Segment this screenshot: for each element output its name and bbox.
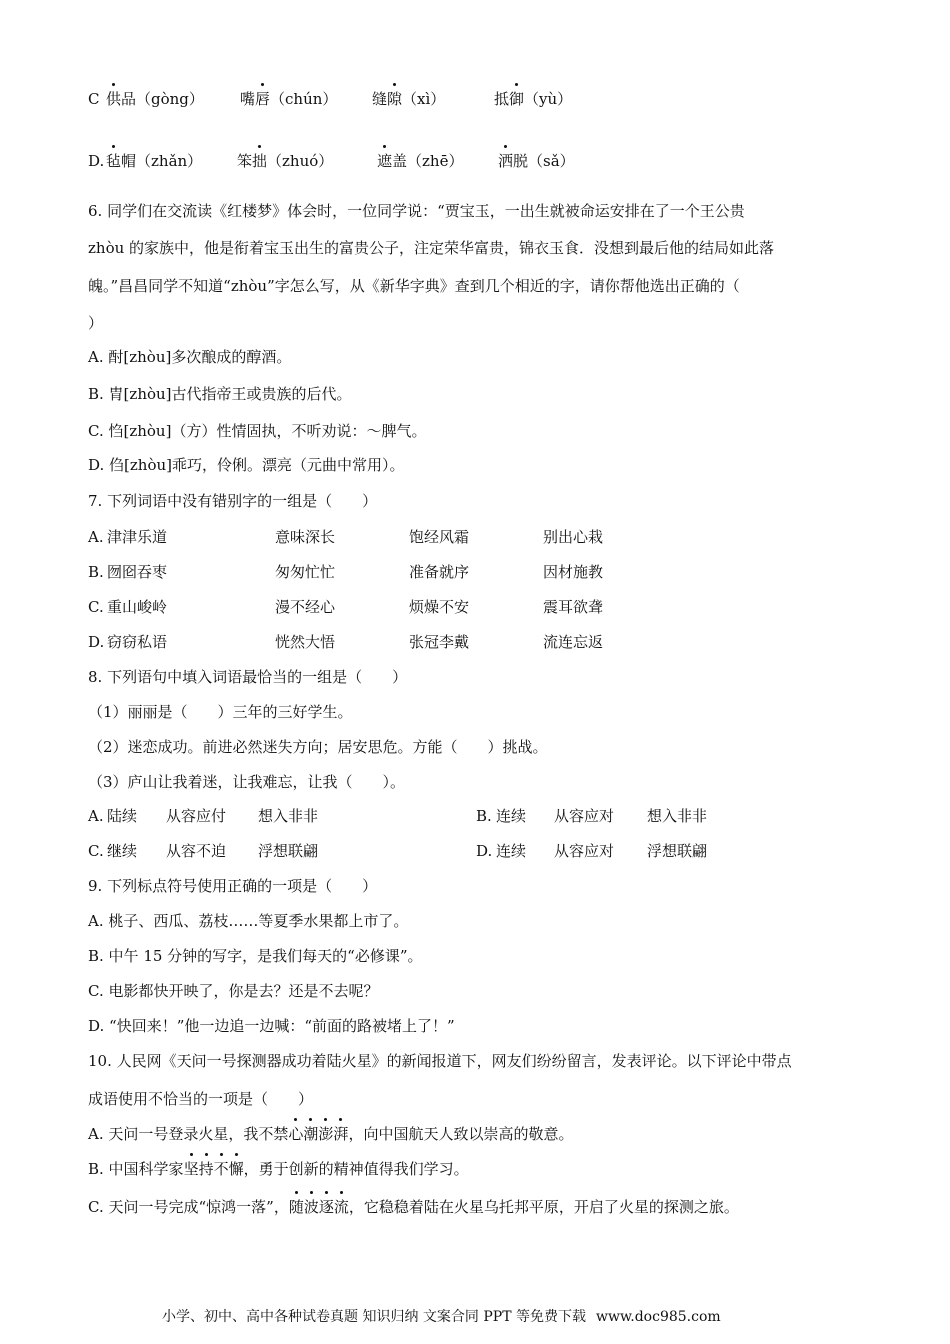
word: 连续 [496,807,527,825]
q9-option-b: B. 中午 15 分钟的写字，是我们每天的“必修课”。 [88,947,423,965]
q6-option-b: B. 胄[zhòu]古代指帝王或贵族的后代。 [88,385,352,403]
q8-sentence-3: （3）庐山让我着迷，让我难忘，让我（ ）。 [88,773,406,791]
q8-sentence-1: （1）丽丽是（ ）三年的三好学生。 [88,703,353,721]
q8-sentence-2: （2）迷恋成功。前进必然迷失方向；居安思危。方能（ ）挑战。 [88,738,548,756]
word: 浮想联翩 [647,842,708,860]
q6-stem-line-1: 6. 同学们在交流读《红楼梦》体会时，一位同学说：“贾宝玉，一出生就被命运安排在了一个王公贵 [88,202,745,220]
q9-option-c: C. 电影都快开映了，你是去？还是不去呢？ [88,982,379,1000]
word: 张冠李戴 [409,633,470,651]
word: 连续 [496,842,527,860]
page-footer [162,1306,721,1326]
q5-d-item-3: 遮盖（zhē） [377,152,464,170]
footer-text: 小学、初中、高中各种试卷真题 知识归纳 文案合同 PPT 等免费下载 [162,1309,586,1325]
word: 饱经风霜 [409,528,470,546]
word: 别出心栽 [543,528,604,546]
word: 囫囵吞枣 [107,563,168,581]
word: 从容应对 [554,807,615,825]
q5-d-item-4: 洒脱（sǎ） [498,152,575,170]
q9-option-d: D. “快回来！”他一边追一边喊：“前面的路被堵上了！” [88,1017,455,1035]
word: 恍然大悟 [275,633,336,651]
word: 津津乐道 [107,528,168,546]
option-letter: C. [88,842,104,860]
option-letter: A. [88,807,104,825]
word: 意味深长 [275,528,336,546]
word: 浮想联翩 [258,842,319,860]
word: 因材施教 [543,563,604,581]
option-letter: D. [88,633,105,651]
q6-option-a: A. 酎[zhòu]多次酿成的醇酒。 [88,348,292,366]
q10-stem-line-1: 10. 人民网《天问一号探测器成功着陆火星》的新闻报道下，网友们纷纷留言，发表评论。以下评论中带点 [88,1052,792,1070]
q5-d-item-1: 毡帽（zhǎn） [106,152,203,170]
q10-option-c: C. 天问一号完成“惊鸿一落”，随波逐流，它稳稳着陆在火星乌托邦平原，开启了火星的探测之旅。 [88,1198,739,1216]
q10-option-b: B. 中国科学家坚持不懈，勇于创新的精神值得我们学习。 [88,1160,469,1178]
q5-option-c [88,89,99,109]
option-letter: B. [88,563,104,581]
word: 从容不迫 [166,842,227,860]
option-letter: D. [88,152,105,170]
q6-stem-line-3: 魄。”昌昌同学不知道“zhòu”字怎么写，从《新华字典》查到几个相近的字，请你帮他选出正确的（ [88,277,740,295]
word: 从容应对 [554,842,615,860]
option-letter: A. [88,528,104,546]
word: 想入非非 [258,807,319,825]
dotted-idiom: 心潮澎湃 [288,1125,349,1143]
q6-stem-line-4: ） [88,314,104,332]
footer-url[interactable]: www.doc985.com [595,1309,721,1325]
option-letter: C. [88,598,104,616]
q9-option-a: A. 桃子、西瓜、荔枝……等夏季水果都上市了。 [88,912,409,930]
q8-question: 8. 下列语句中填入词语最恰当的一组是（ ） [88,668,408,686]
q10-stem-line-2: 成语使用不恰当的一项是（ ） [88,1090,314,1108]
word: 陆续 [107,807,138,825]
q6-stem-line-2: zhòu 的家族中，他是衔着宝玉出生的富贵公子，注定荣华富贵，锦衣玉食．没想到最后他的结局如此落 [88,239,775,257]
q5-d-item-2: 笨拙（zhuó） [237,152,334,170]
q7-question: 7. 下列词语中没有错别字的一组是（ ） [88,492,378,510]
dotted-idiom: 随波逐流 [288,1198,349,1216]
word: 重山峻岭 [107,598,168,616]
q10-option-a: A. 天问一号登录火星，我不禁心潮澎湃，向中国航天人致以崇高的敬意。 [88,1125,574,1143]
q6-option-d: D. 㑇[zhòu]乖巧，伶俐。漂亮（元曲中常用）。 [88,456,405,474]
option-letter: C [88,90,100,108]
q5-option-d [88,151,104,171]
q5-c-item-2: 嘴唇（chún） [240,90,338,108]
option-letter: D. [476,842,493,860]
word: 烦燥不安 [409,598,470,616]
word: 继续 [107,842,138,860]
q5-c-item-4: 抵御（yù） [494,90,573,108]
dotted-idiom: 坚持不懈 [183,1160,244,1178]
word: 窃窃私语 [107,633,168,651]
word: 漫不经心 [275,598,336,616]
word: 准备就序 [409,563,470,581]
q9-question: 9. 下列标点符号使用正确的一项是（ ） [88,877,378,895]
q5-c-item-3: 缝隙（xì） [372,90,446,108]
word: 想入非非 [647,807,708,825]
q6-option-c: C. 㤘[zhòu]（方）性情固执，不听劝说：～脾气。 [88,422,427,440]
word: 从容应付 [166,807,227,825]
q5-c-item-1: 供品（gòng） [106,90,204,108]
option-letter: B. [476,807,492,825]
word: 匆匆忙忙 [275,563,336,581]
word: 震耳欲聋 [543,598,604,616]
word: 流连忘返 [543,633,604,651]
